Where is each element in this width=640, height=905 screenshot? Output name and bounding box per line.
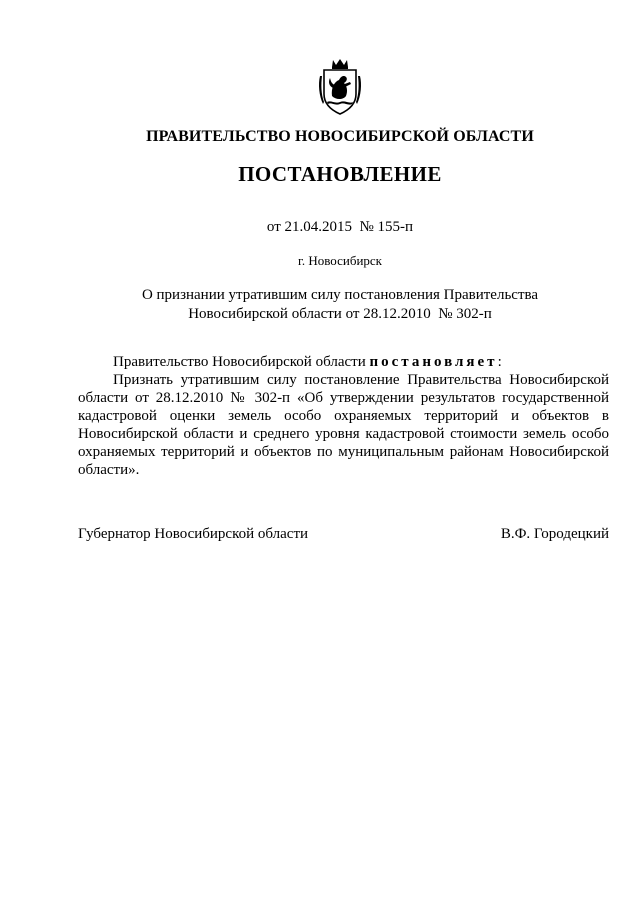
document-subject <box>0 286 640 324</box>
resolves-paragraph <box>78 353 609 371</box>
signatory-position: Губернатор Новосибирской области <box>78 526 309 542</box>
signatory-name: В.Ф. Городецкий <box>500 526 609 542</box>
organization-title: ПРАВИТЕЛЬСТВО НОВОСИБИРСКОЙ ОБЛАСТИ <box>146 128 534 145</box>
signature-block <box>78 526 609 546</box>
novosibirsk-coat-of-arms-icon <box>317 58 363 116</box>
subject-line-2: Новосибирской области от 28.12.2010 № 302-п <box>188 306 492 322</box>
resolves-word: постановляет <box>369 354 498 370</box>
decision-paragraph: Признать утратившим силу постановление Правительства Новосибирской области от 28.12.2010 № 302-п «Об утверждении результатов государственной кадастровой оценки земель особо охраняемых территорий и объектов в Новосибирской области и среднего уровня кадастровой стоимости земель особо охраняемых территорий и объектов по муниципальным районам Новосибирской области». <box>78 372 609 478</box>
resolves-intro: Правительство Новосибирской области <box>113 354 370 370</box>
document-date-number: от 21.04.2015 № 155-п <box>266 219 414 235</box>
subject-line-1: О признании утратившим силу постановления Правительства <box>141 287 539 303</box>
document-body <box>78 353 609 479</box>
document-type-heading: ПОСТАНОВЛЕНИЕ <box>238 162 442 186</box>
resolves-colon: : <box>497 354 502 370</box>
city-line: г. Новосибирск <box>297 253 382 268</box>
